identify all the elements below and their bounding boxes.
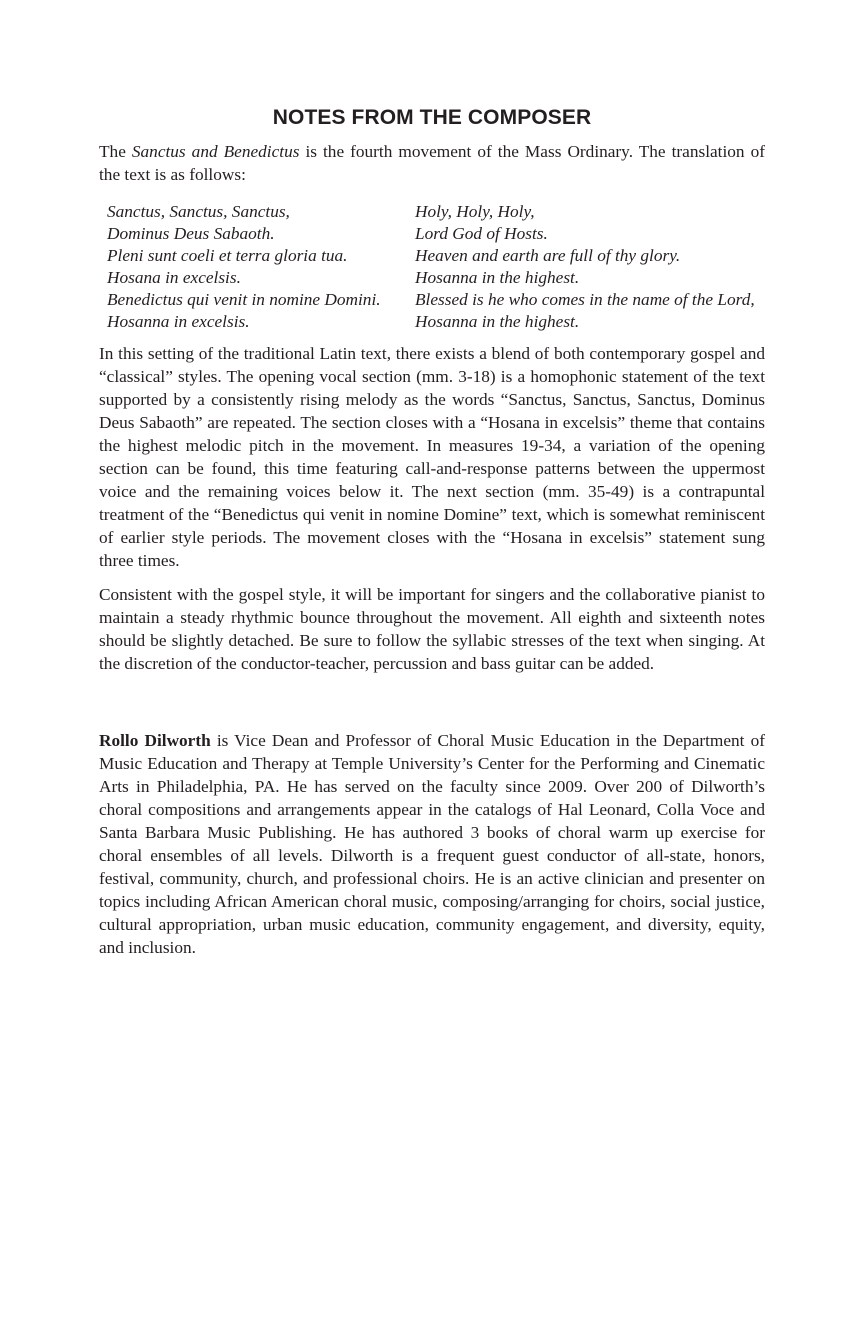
english-line: Heaven and earth are full of thy glory. — [415, 246, 681, 265]
latin-line: Hosana in excelsis. — [107, 268, 241, 287]
page-title: NOTES FROM THE COMPOSER — [272, 106, 592, 129]
translation-table — [107, 201, 765, 333]
composer-bio-paragraph — [99, 729, 765, 959]
english-line: Holy, Holy, Holy, — [415, 202, 535, 221]
document-page — [99, 106, 765, 959]
composer-bio-text: is Vice Dean and Professor of Choral Music Education in the Department of Music Education and Therapy at Temple University’s Center for the Performing and Cinematic Arts in Philadelphia, PA. He has served on the faculty since 2009. Over 200 of Dilworth’s choral compositions and arrangements appear in the catalogs of Hal Leonard, Colla Voce and Santa Barbara Music Publishing. He has authored 3 books of choral warm up exercise for choral ensembles of all levels. Dilworth is a frequent guest conductor of all-state, honors, festival, community, church, and professional choirs. He is an active clinician and presenter on topics including African American choral music, composing/arranging for choirs, social justice, cultural appropriation, urban music education, community engagement, and diversity, equity, and inclusion. — [99, 731, 765, 957]
performance-paragraph: Consistent with the gospel style, it will be important for singers and the collaborative pianist to maintain a steady rhythmic bounce throughout the movement. All eighth and sixteenth notes should be slightly detached. Be sure to follow the syllabic stresses of the text when singing. At the discretion of the conductor-teacher, percussion and bass guitar can be added. — [99, 585, 765, 673]
english-line: Hosanna in the highest. — [415, 312, 580, 331]
intro-rest-text: is the fourth movement of the Mass Ordinary. The translation of the text is as follows: — [99, 142, 765, 184]
english-line: Lord God of Hosts. — [415, 224, 548, 243]
latin-line: Hosanna in excelsis. — [107, 312, 250, 331]
english-line: Hosanna in the highest. — [415, 268, 580, 287]
composer-name: Rollo Dilworth — [99, 731, 211, 750]
latin-line: Sanctus, Sanctus, Sanctus, — [107, 202, 290, 221]
setting-paragraph: In this setting of the traditional Latin text, there exists a blend of both contemporary gospel and “classical” styles. The opening vocal section (mm. 3-18) is a homophonic statement of the text supported by a consistently rising melody as the words “Sanctus, Sanctus, Sanctus, Dominus Deus Sabaoth” are repeated. The section closes with a “Hosana in excelsis” theme that contains the highest melodic pitch in the movement. In measures 19-34, a variation of the opening section can be found, this time featuring call-and-response patterns between the uppermost voice and the remaining voices below it. The next section (mm. 35-49) is a contrapuntal treatment of the “Benedictus qui venit in nomine Domine” text, which is somewhat reminiscent of earlier style periods. The movement closes with the “Hosana in excelsis” statement sung three times. — [99, 344, 765, 570]
intro-paragraph — [99, 140, 765, 186]
work-title: Sanctus and Benedictus — [131, 142, 300, 161]
english-line: Blessed is he who comes in the name of the Lord, — [415, 290, 755, 309]
latin-line: Pleni sunt coeli et terra gloria tua. — [107, 246, 348, 265]
intro-lead-text: The — [99, 142, 132, 161]
latin-line: Benedictus qui venit in nomine Domini. — [107, 290, 381, 309]
latin-line: Dominus Deus Sabaoth. — [107, 224, 275, 243]
